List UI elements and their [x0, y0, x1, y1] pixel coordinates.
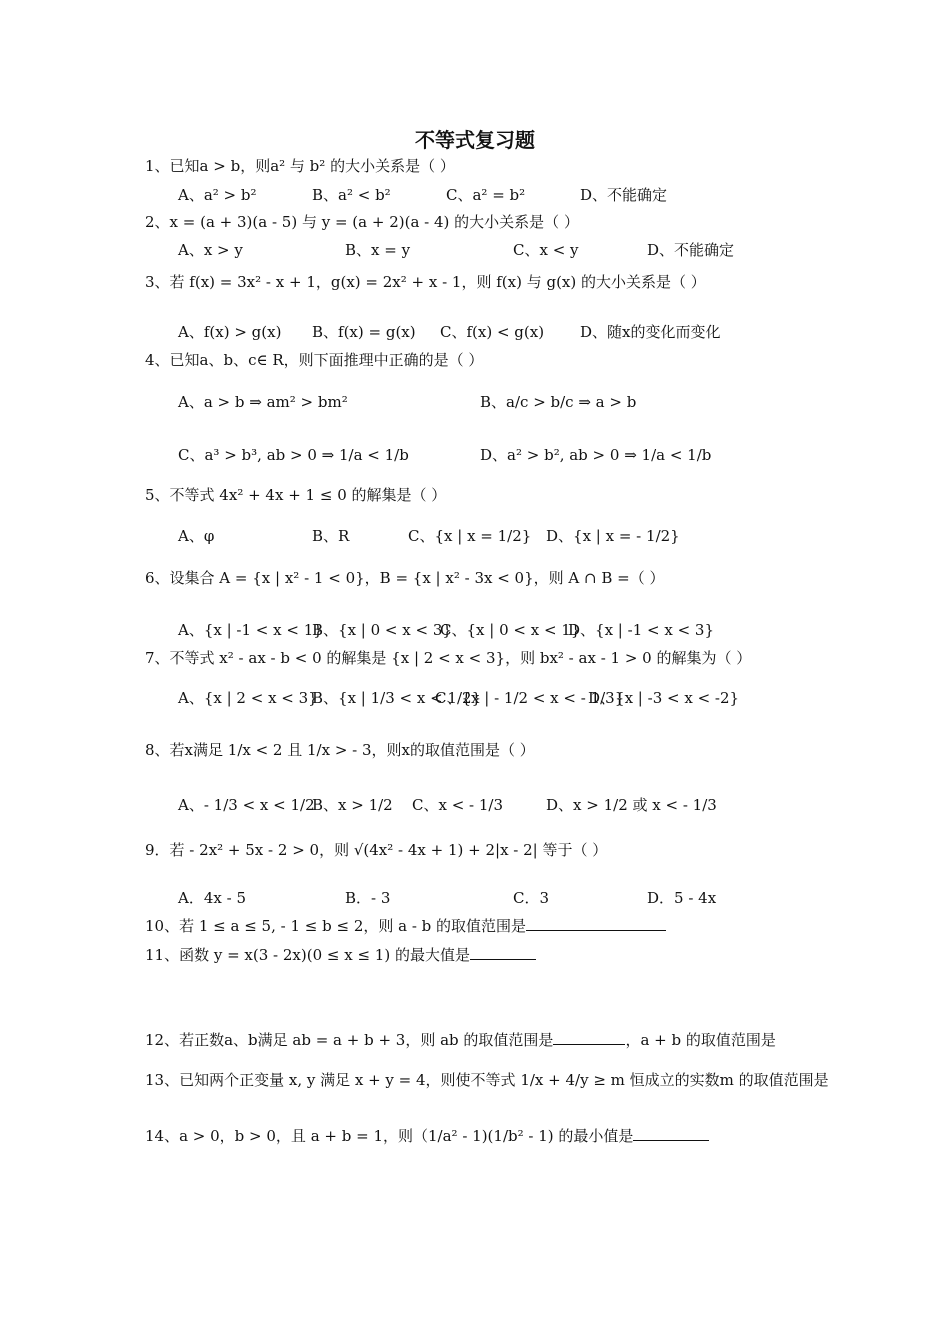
q6-option-b: B、{x | 0 < x < 3} — [312, 621, 452, 639]
q3-option-b: B、f(x) = g(x) — [312, 323, 416, 341]
q8-option-a: A、- 1/3 < x < 1/2 — [178, 796, 315, 814]
q6-option-c: C、{x | 0 < x < 1} — [440, 621, 581, 639]
question-12-text: 12、若正数a、b满足 ab = a + b + 3，则 ab 的取值范围是 — [145, 1031, 554, 1049]
question-12 — [145, 1030, 776, 1050]
q8-option-d: D、x > 1/2 或 x < - 1/3 — [546, 796, 717, 814]
q5-option-c: C、{x | x = 1/2} — [408, 527, 532, 545]
q2-option-c: C、x < y — [513, 241, 579, 259]
q3-option-a: A、f(x) > g(x) — [178, 323, 282, 341]
q9-option-d: D．5 - 4x — [647, 889, 717, 907]
q3-option-c: C、f(x) < g(x) — [440, 323, 545, 341]
q2-option-b: B、x = y — [345, 241, 411, 259]
q2-option-a: A、x > y — [178, 241, 243, 259]
q5-option-a: A、φ — [178, 527, 215, 545]
page-title: 不等式复习题 — [415, 128, 535, 152]
question-5: 5、不等式 4x² + 4x + 1 ≤ 0 的解集是（ ） — [145, 486, 447, 504]
answer-blank-10[interactable] — [526, 916, 666, 931]
q4-option-b: B、a/c > b/c ⇒ a > b — [480, 393, 637, 411]
q1-option-b: B、a² < b² — [312, 186, 391, 204]
q4-option-c: C、a³ > b³, ab > 0 ⇒ 1/a < 1/b — [178, 446, 409, 464]
q5-option-d: D、{x | x = - 1/2} — [546, 527, 680, 545]
question-4: 4、已知a、b、c∈ R，则下面推理中正确的是（ ） — [145, 351, 484, 369]
q4-option-a: A、a > b ⇒ am² > bm² — [178, 393, 348, 411]
question-14 — [145, 1126, 709, 1146]
q1-option-a: A、a² > b² — [178, 186, 257, 204]
question-8: 8、若x满足 1/x < 2 且 1/x > - 3，则x的取值范围是（ ） — [145, 741, 535, 759]
question-1: 1、已知a > b，则a² 与 b² 的大小关系是（ ） — [145, 157, 455, 175]
q8-option-c: C、x < - 1/3 — [412, 796, 504, 814]
question-10 — [145, 916, 666, 936]
answer-blank-14[interactable] — [633, 1126, 709, 1141]
question-11-text: 11、函数 y = x(3 - 2x)(0 ≤ x ≤ 1) 的最大值是 — [145, 946, 470, 964]
question-14-text: 14、a > 0，b > 0，且 a + b = 1，则（1/a² - 1)(1/b² - 1) 的最小值是 — [145, 1127, 634, 1145]
q9-option-c: C．3 — [513, 889, 550, 907]
question-6: 6、设集合 A = {x | x² - 1 < 0}，B = {x | x² - 3x < 0}，则 A ∩ B =（ ） — [145, 569, 665, 587]
question-2: 2、x = (a + 3)(a - 5) 与 y = (a + 2)(a - 4) 的大小关系是（ ） — [145, 213, 579, 231]
question-13: 13、已知两个正变量 x, y 满足 x + y = 4，则使不等式 1/x + 4/y ≥ m 恒成立的实数m 的取值范围是 — [145, 1071, 829, 1089]
q7-option-b: B、{x | 1/3 < x < 1/2} — [312, 689, 482, 707]
q6-option-a: A、{x | -1 < x < 1} — [178, 621, 323, 639]
q9-option-b: B．- 3 — [345, 889, 391, 907]
q6-option-d: D、{x | -1 < x < 3} — [568, 621, 714, 639]
q5-option-b: B、R — [312, 527, 350, 545]
q2-option-d: D、不能确定 — [647, 241, 735, 259]
answer-blank-12a[interactable] — [553, 1030, 625, 1045]
q7-option-a: A、{x | 2 < x < 3} — [178, 689, 318, 707]
q1-option-d: D、不能确定 — [580, 186, 668, 204]
q7-option-d: D、{x | -3 < x < -2} — [588, 689, 740, 707]
question-11 — [145, 945, 536, 965]
question-7: 7、不等式 x² - ax - b < 0 的解集是 {x | 2 < x < 3}，则 bx² - ax - 1 > 0 的解集为（ ） — [145, 649, 752, 667]
question-3: 3、若 f(x) = 3x² - x + 1，g(x) = 2x² + x - 1，则 f(x) 与 g(x) 的大小关系是（ ） — [145, 273, 706, 291]
question-10-text: 10、若 1 ≤ a ≤ 5, - 1 ≤ b ≤ 2，则 a - b 的取值范围是 — [145, 917, 527, 935]
answer-blank-11[interactable] — [470, 945, 536, 960]
q8-option-b: B、x > 1/2 — [312, 796, 393, 814]
q9-option-a: A．4x - 5 — [178, 889, 246, 907]
q7-option-c: C、{x | - 1/2 < x < - 1/3} — [435, 689, 625, 707]
q1-option-c: C、a² = b² — [446, 186, 526, 204]
question-9: 9．若 - 2x² + 5x - 2 > 0，则 √(4x² - 4x + 1) + 2|x - 2| 等于（ ） — [145, 841, 608, 859]
question-12-text-2: ，a + b 的取值范围是 — [625, 1031, 776, 1049]
q4-option-d: D、a² > b², ab > 0 ⇒ 1/a < 1/b — [480, 446, 712, 464]
q3-option-d: D、随x的变化而变化 — [580, 323, 721, 341]
